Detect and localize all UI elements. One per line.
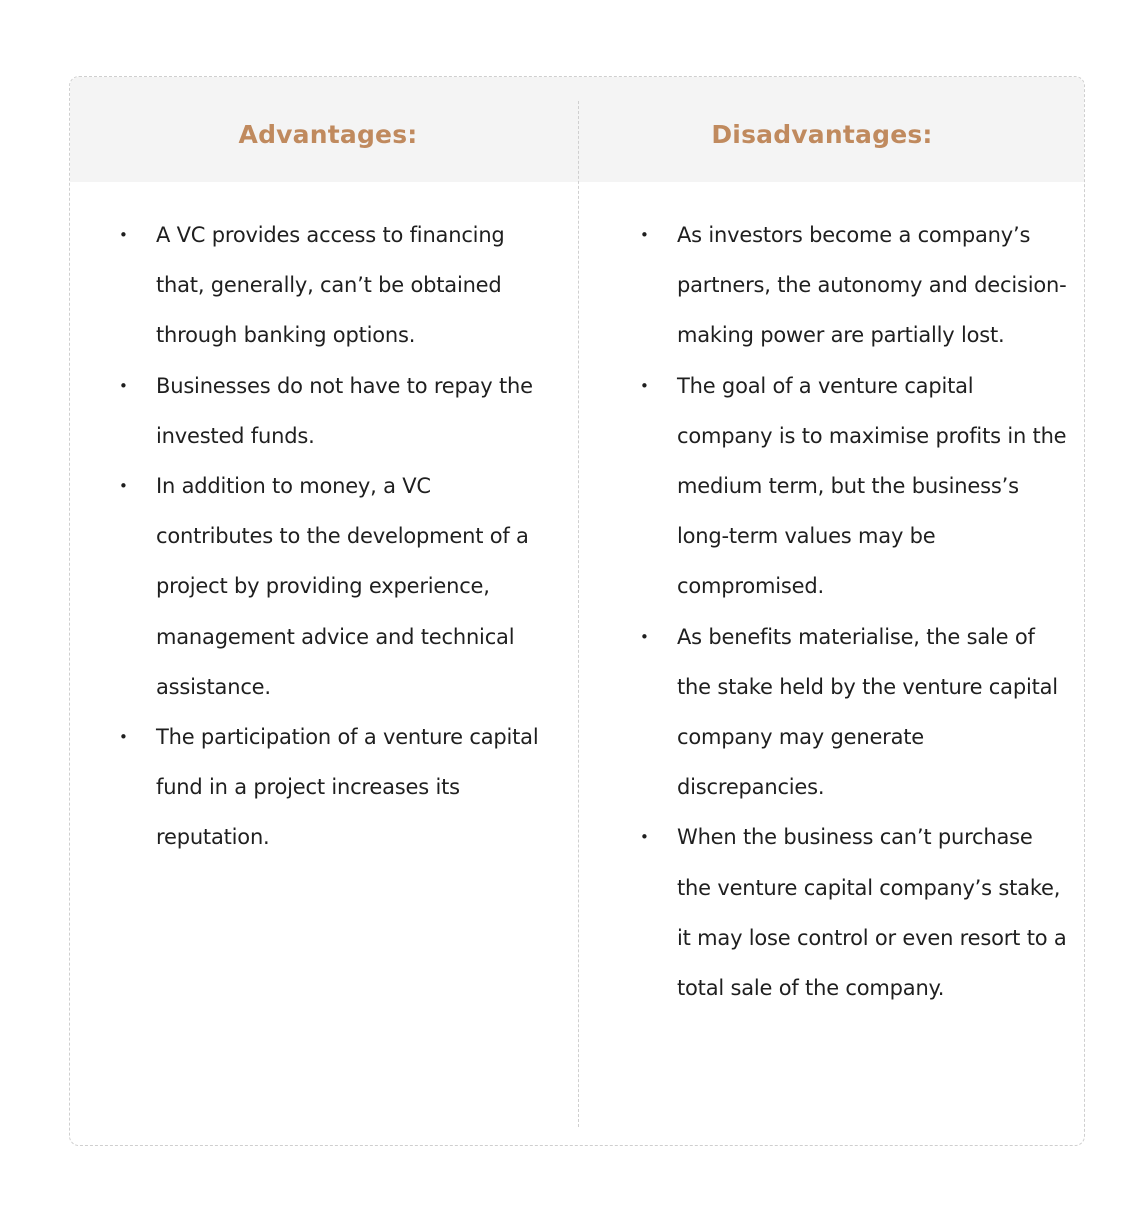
disadvantages-list (640, 210, 1069, 1013)
bullet-icon: • (640, 627, 649, 646)
bullet-icon: • (640, 226, 649, 244)
advantage-text: Businesses do not have to repay the invested funds. (156, 373, 533, 448)
disadvantage-text: As investors become a company’s partners, the autonomy and decision-making power are partially lost. (677, 223, 1067, 348)
bullet-icon: • (640, 828, 649, 847)
advantage-text: The participation of a venture capital fund in a project increases its reputation. (156, 725, 539, 850)
disadvantage-text: The goal of a venture capital company is to maximise profits in the medium term, but the business’s long-term values may be compromised. (677, 373, 1067, 599)
bullet-icon: • (119, 477, 128, 496)
bullet-icon: • (640, 376, 649, 395)
disadvantage-item (640, 361, 1069, 612)
disadvantages-heading: Disadvantages: (711, 120, 933, 149)
bullet-icon: • (119, 226, 128, 244)
comparison-card (69, 76, 1085, 1146)
disadvantage-item (640, 210, 1069, 361)
disadvantage-text: When the business can’t purchase the venture capital company’s stake, it may lose control or even resort to a total sale of the company. (677, 825, 1067, 1001)
disadvantage-text: As benefits materialise, the sale of the stake held by the venture capital company may generate discrepancies. (677, 624, 1058, 800)
advantages-list (119, 210, 548, 863)
advantages-heading: Advantages: (238, 120, 418, 149)
advantage-text: In addition to money, a VC contributes to the development of a project by providing experience, management advice and technical assistance. (156, 474, 529, 699)
advantage-item (119, 210, 548, 361)
advantage-text: A VC provides access to financing that, generally, can’t be obtained through banking options. (156, 223, 505, 348)
disadvantage-item (640, 812, 1069, 1013)
bullet-icon: • (119, 376, 128, 395)
advantage-item (119, 361, 548, 461)
column-divider (578, 101, 579, 1127)
disadvantage-item (640, 612, 1069, 813)
bullet-icon: • (119, 728, 128, 747)
advantage-item (119, 461, 548, 712)
advantage-item (119, 712, 548, 863)
